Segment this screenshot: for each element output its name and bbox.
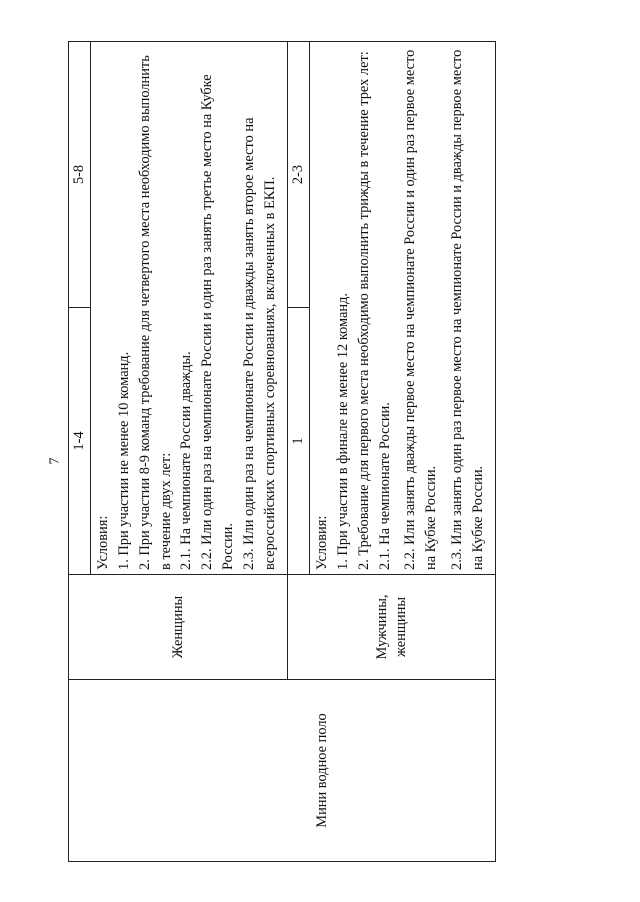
condition-line: Условия: bbox=[94, 515, 111, 570]
place-cell: 5-8 bbox=[69, 42, 91, 308]
place-cell: 1-4 bbox=[69, 308, 91, 575]
condition-line: 2.3. Или один раз на чемпионате России и дважды занять второе место на всероссийских спортивных соревнованиях, включенных в ЕКП. bbox=[241, 117, 278, 570]
rotated-page-content bbox=[68, 42, 496, 862]
gender-cell-women bbox=[69, 575, 288, 680]
condition-line: 2.2. Или занять дважды первое место на чемпионате России и один раз первое место на Кубке России. bbox=[402, 49, 440, 570]
conditions-cell-men-women bbox=[309, 42, 495, 575]
gender-label: Женщины bbox=[169, 595, 186, 659]
condition-line: 2. При участии 8-9 команд требование для четвертого места необходимо выполнить в течение двух лет: bbox=[136, 55, 174, 570]
condition-line: 2.2. Или один раз на чемпионате России и один раз занять третье место на Кубке России. bbox=[199, 74, 237, 570]
condition-line: 2.3. Или занять один раз первое место на чемпионате России и дважды первое место на Кубке России. bbox=[449, 49, 487, 570]
condition-line: 2.1. На чемпионате России дважды. bbox=[178, 351, 195, 570]
condition-line: 1. При участии не менее 10 команд. bbox=[115, 351, 132, 570]
place-cell: 1 bbox=[288, 308, 310, 575]
condition-line: 1. При участии в финале не менее 12 команд. bbox=[334, 292, 351, 570]
conditions-cell-women bbox=[90, 42, 287, 575]
condition-line: 2. Требование для первого места необходимо выполнить трижды в течение трех лет: bbox=[355, 51, 372, 570]
sport-name: Мини водное поло bbox=[313, 713, 330, 828]
condition-line: 2.1. На чемпионате России. bbox=[376, 402, 393, 570]
standards-table bbox=[68, 41, 496, 862]
table-row bbox=[69, 42, 91, 862]
gender-cell-men-women bbox=[288, 575, 496, 680]
sport-cell bbox=[69, 680, 496, 862]
condition-line: Условия: bbox=[313, 515, 330, 570]
place-cell: 2-3 bbox=[288, 42, 310, 308]
gender-label: Мужчины, женщины bbox=[373, 594, 409, 660]
page-number: 7 bbox=[47, 457, 63, 465]
